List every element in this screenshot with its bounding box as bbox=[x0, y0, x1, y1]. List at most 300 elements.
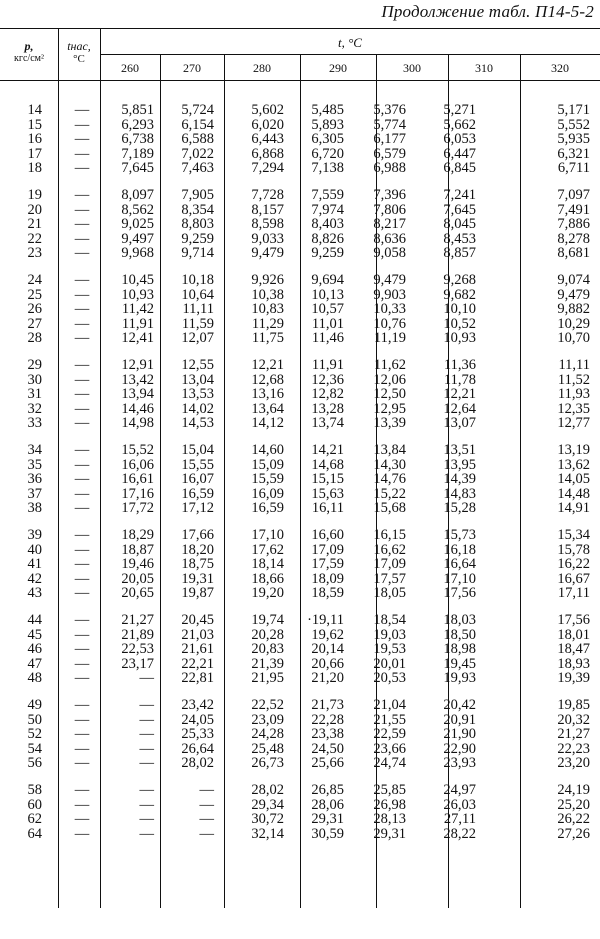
table-row bbox=[0, 628, 600, 643]
value-cell: 19,46 bbox=[121, 556, 154, 572]
pressure-cell: 24 bbox=[27, 272, 42, 288]
value-cell: 17,56 bbox=[557, 612, 590, 628]
pressure-cell: 31 bbox=[27, 386, 42, 402]
pressure-cell: 14 bbox=[27, 102, 42, 118]
saturation-temp-cell: — bbox=[74, 740, 90, 757]
pressure-cell: 30 bbox=[27, 371, 42, 388]
value-cell: 9,968 bbox=[121, 245, 154, 261]
value-cell: 8,598 bbox=[251, 216, 284, 232]
value-cell: 10,70 bbox=[557, 330, 590, 346]
value-cell: 10,93 bbox=[121, 286, 154, 303]
value-cell: 6,579 bbox=[373, 145, 406, 162]
value-cell: — bbox=[139, 726, 154, 742]
value-cell: 20,45 bbox=[181, 612, 214, 628]
value-cell: 21,27 bbox=[557, 726, 590, 742]
value-cell: 16,06 bbox=[121, 456, 154, 473]
value-cell: 11,75 bbox=[251, 330, 284, 346]
value-cell: 20,53 bbox=[373, 670, 406, 686]
row-group bbox=[0, 613, 600, 686]
value-cell: 19,87 bbox=[181, 585, 214, 601]
value-cell: 10,29 bbox=[557, 315, 590, 332]
value-cell: 7,645 bbox=[121, 160, 154, 176]
value-cell: 20,28 bbox=[251, 626, 284, 643]
value-cell: 5,271 bbox=[443, 102, 476, 118]
saturation-temp-cell: — bbox=[74, 796, 90, 813]
value-cell: 22,52 bbox=[251, 697, 284, 713]
value-cell: 14,48 bbox=[557, 485, 590, 502]
value-cell: 14,53 bbox=[181, 415, 214, 431]
value-cell: 12,36 bbox=[311, 371, 344, 388]
value-cell: 10,33 bbox=[373, 301, 406, 317]
pressure-cell: 44 bbox=[27, 612, 42, 628]
value-cell: 22,53 bbox=[121, 641, 154, 657]
row-group bbox=[0, 273, 600, 346]
value-cell: 13,39 bbox=[373, 415, 406, 431]
saturation-temp-cell: — bbox=[74, 641, 90, 657]
value-cell: 13,94 bbox=[121, 386, 154, 402]
value-cell: 6,305 bbox=[311, 131, 344, 147]
value-cell: — bbox=[139, 755, 154, 771]
value-cell: — bbox=[139, 811, 154, 827]
value-cell: 25,85 bbox=[373, 782, 406, 798]
value-cell: 16,62 bbox=[373, 541, 406, 558]
value-cell: 7,189 bbox=[121, 145, 154, 162]
value-cell: — bbox=[139, 782, 154, 798]
saturation-temp-header bbox=[58, 40, 100, 65]
value-cell: 9,259 bbox=[181, 230, 214, 247]
table-row bbox=[0, 472, 600, 487]
value-cell: 13,95 bbox=[443, 456, 476, 473]
table-row bbox=[0, 642, 600, 657]
pressure-cell: 38 bbox=[27, 500, 42, 516]
value-cell: 7,974 bbox=[311, 201, 344, 218]
value-cell: 15,09 bbox=[251, 456, 284, 473]
value-cell: ·19,11 bbox=[307, 612, 344, 628]
temp-col-header: 280 bbox=[253, 61, 271, 75]
value-cell: 10,38 bbox=[251, 286, 284, 303]
value-cell: 25,33 bbox=[181, 726, 214, 742]
table-row bbox=[0, 543, 600, 558]
temp-col-header: 300 bbox=[403, 61, 421, 75]
value-cell: 8,562 bbox=[121, 201, 154, 218]
value-cell: 30,72 bbox=[251, 811, 284, 827]
value-cell: 15,68 bbox=[373, 500, 406, 516]
value-cell: 15,04 bbox=[181, 442, 214, 458]
value-cell: 21,61 bbox=[181, 641, 214, 657]
value-cell: 21,20 bbox=[311, 670, 344, 686]
value-cell: 13,19 bbox=[557, 442, 590, 458]
pressure-cell: 40 bbox=[27, 541, 42, 558]
value-cell: — bbox=[139, 697, 154, 713]
saturation-temp-cell: — bbox=[74, 570, 90, 587]
value-cell: 6,293 bbox=[121, 116, 154, 133]
value-cell: 20,66 bbox=[311, 655, 344, 672]
table-row bbox=[0, 402, 600, 417]
value-cell: 12,07 bbox=[181, 330, 214, 346]
value-cell: 13,04 bbox=[181, 371, 214, 388]
row-group bbox=[0, 358, 600, 431]
value-cell: 16,15 bbox=[373, 527, 406, 543]
value-cell: 24,05 bbox=[181, 711, 214, 728]
table-row bbox=[0, 713, 600, 728]
value-cell: 19,31 bbox=[181, 570, 214, 587]
value-cell: 13,16 bbox=[251, 386, 284, 402]
value-cell: 17,57 bbox=[373, 570, 406, 587]
value-cell: 15,28 bbox=[443, 500, 476, 516]
saturation-temp-cell: — bbox=[74, 782, 90, 798]
saturation-temp-cell: — bbox=[74, 216, 90, 232]
value-cell: 5,171 bbox=[557, 102, 590, 118]
value-cell: 24,50 bbox=[311, 740, 344, 757]
value-cell: 28,02 bbox=[251, 782, 284, 798]
value-cell: 9,479 bbox=[251, 245, 284, 261]
value-cell: 16,11 bbox=[311, 500, 344, 516]
value-cell: 13,64 bbox=[251, 400, 284, 417]
value-cell: 9,926 bbox=[251, 272, 284, 288]
value-cell: 11,01 bbox=[311, 315, 344, 332]
value-cell: 7,806 bbox=[373, 201, 406, 218]
table-row bbox=[0, 487, 600, 502]
value-cell: 19,20 bbox=[251, 585, 284, 601]
value-cell: 14,02 bbox=[181, 400, 214, 417]
value-cell: 5,376 bbox=[373, 102, 406, 118]
value-cell: 12,35 bbox=[557, 400, 590, 417]
value-cell: 20,65 bbox=[121, 585, 154, 601]
value-cell: 25,66 bbox=[311, 755, 344, 771]
value-cell: 11,91 bbox=[121, 315, 154, 332]
value-cell: 9,497 bbox=[121, 230, 154, 247]
pressure-cell: 64 bbox=[27, 825, 42, 842]
table-row bbox=[0, 671, 600, 686]
saturation-temp-cell: — bbox=[74, 386, 90, 402]
value-cell: 19,93 bbox=[443, 670, 476, 686]
value-cell: 12,21 bbox=[443, 386, 476, 402]
pressure-cell: 48 bbox=[27, 670, 42, 686]
row-group bbox=[0, 528, 600, 601]
value-cell: 7,097 bbox=[557, 187, 590, 203]
value-cell: 18,54 bbox=[373, 612, 406, 628]
saturation-temp-cell: — bbox=[74, 711, 90, 728]
saturation-temp-cell: — bbox=[74, 442, 90, 458]
saturation-temp-cell: — bbox=[74, 726, 90, 742]
value-cell: 23,09 bbox=[251, 711, 284, 728]
table-row bbox=[0, 302, 600, 317]
row-group bbox=[0, 443, 600, 516]
value-cell: 29,31 bbox=[311, 811, 344, 827]
value-cell: 19,53 bbox=[373, 641, 406, 657]
pressure-cell: 56 bbox=[27, 755, 42, 771]
value-cell: 12,95 bbox=[373, 400, 406, 417]
value-cell: 6,154 bbox=[181, 116, 214, 133]
saturation-temp-cell: — bbox=[74, 415, 90, 431]
value-cell: 13,51 bbox=[443, 442, 476, 458]
value-cell: 15,63 bbox=[311, 485, 344, 502]
value-cell: 9,694 bbox=[311, 272, 344, 288]
value-cell: — bbox=[139, 670, 154, 686]
value-cell: 9,882 bbox=[557, 301, 590, 317]
value-cell: — bbox=[139, 711, 154, 728]
pressure-cell: 17 bbox=[27, 145, 42, 162]
pressure-cell: 45 bbox=[27, 626, 42, 643]
saturation-temp-cell: — bbox=[74, 357, 90, 373]
value-cell: 6,845 bbox=[443, 160, 476, 176]
saturation-temp-cell: — bbox=[74, 400, 90, 417]
value-cell: 11,46 bbox=[311, 330, 344, 346]
value-cell: 24,97 bbox=[443, 782, 476, 798]
value-cell: 18,98 bbox=[443, 641, 476, 657]
value-cell: 12,41 bbox=[121, 330, 154, 346]
value-cell: 26,85 bbox=[311, 782, 344, 798]
temp-col-header: 260 bbox=[121, 61, 139, 75]
value-cell: — bbox=[199, 796, 214, 813]
value-cell: 7,886 bbox=[557, 216, 590, 232]
pressure-cell: 20 bbox=[27, 201, 42, 218]
table-row bbox=[0, 161, 600, 176]
temp-col-header: 310 bbox=[475, 61, 493, 75]
saturation-temp-cell: — bbox=[74, 485, 90, 502]
saturation-temp-cell: — bbox=[74, 160, 90, 176]
value-cell: 6,020 bbox=[251, 116, 284, 133]
value-cell: 5,935 bbox=[557, 131, 590, 147]
value-cell: 11,29 bbox=[251, 315, 284, 332]
value-cell: 8,403 bbox=[311, 216, 344, 232]
value-cell: 24,19 bbox=[557, 782, 590, 798]
value-cell: 19,85 bbox=[557, 697, 590, 713]
value-cell: 12,77 bbox=[557, 415, 590, 431]
saturation-temp-cell: — bbox=[74, 500, 90, 516]
value-cell: 17,72 bbox=[121, 500, 154, 516]
value-cell: 13,84 bbox=[373, 442, 406, 458]
value-cell: 12,55 bbox=[181, 357, 214, 373]
value-cell: 7,294 bbox=[251, 160, 284, 176]
value-cell: 20,83 bbox=[251, 641, 284, 657]
value-cell: 12,21 bbox=[251, 357, 284, 373]
temperature-header: t, °C bbox=[338, 35, 362, 50]
saturation-temp-cell: — bbox=[74, 697, 90, 713]
saturation-temp-cell: — bbox=[74, 825, 90, 842]
value-cell: 5,485 bbox=[311, 102, 344, 118]
table-row bbox=[0, 387, 600, 402]
value-cell: 7,728 bbox=[251, 187, 284, 203]
value-cell: 14,12 bbox=[251, 415, 284, 431]
temp-col-header: 320 bbox=[551, 61, 569, 75]
value-cell: 11,42 bbox=[121, 301, 154, 317]
table-row bbox=[0, 288, 600, 303]
value-cell: 14,68 bbox=[311, 456, 344, 473]
value-cell: 21,39 bbox=[251, 655, 284, 672]
value-cell: 10,83 bbox=[251, 301, 284, 317]
table-row bbox=[0, 727, 600, 742]
value-cell: 20,01 bbox=[373, 655, 406, 672]
value-cell: 14,91 bbox=[557, 500, 590, 516]
value-cell: 9,479 bbox=[557, 286, 590, 303]
value-cell: 11,62 bbox=[373, 357, 406, 373]
value-cell: 25,48 bbox=[251, 740, 284, 757]
temp-col-header: 290 bbox=[329, 61, 347, 75]
value-cell: 18,47 bbox=[557, 641, 590, 657]
value-cell: 12,06 bbox=[373, 371, 406, 388]
value-cell: 17,16 bbox=[121, 485, 154, 502]
value-cell: 14,76 bbox=[373, 471, 406, 487]
saturation-temp-cell: — bbox=[74, 670, 90, 686]
value-cell: 10,76 bbox=[373, 315, 406, 332]
value-cell: 29,34 bbox=[251, 796, 284, 813]
table-row bbox=[0, 118, 600, 133]
table-row bbox=[0, 798, 600, 813]
value-cell: 29,31 bbox=[373, 825, 406, 842]
value-cell: 18,59 bbox=[311, 585, 344, 601]
value-cell: 24,74 bbox=[373, 755, 406, 771]
table-row bbox=[0, 812, 600, 827]
value-cell: 11,91 bbox=[311, 357, 344, 373]
table-row bbox=[0, 698, 600, 713]
value-cell: — bbox=[199, 811, 214, 827]
value-cell: 7,905 bbox=[181, 187, 214, 203]
value-cell: 21,55 bbox=[373, 711, 406, 728]
table-row bbox=[0, 331, 600, 346]
table-body bbox=[0, 103, 600, 854]
value-cell: 6,447 bbox=[443, 145, 476, 162]
saturation-temp-cell: — bbox=[74, 230, 90, 247]
pressure-cell: 29 bbox=[27, 357, 42, 373]
pressure-cell: 42 bbox=[27, 570, 42, 587]
value-cell: 15,73 bbox=[443, 527, 476, 543]
table-row bbox=[0, 132, 600, 147]
value-cell: 22,23 bbox=[557, 740, 590, 757]
value-cell: 17,09 bbox=[373, 556, 406, 572]
value-cell: 20,05 bbox=[121, 570, 154, 587]
table-row bbox=[0, 246, 600, 261]
value-cell: 20,91 bbox=[443, 711, 476, 728]
value-cell: 7,138 bbox=[311, 160, 344, 176]
table-row bbox=[0, 572, 600, 587]
value-cell: 9,903 bbox=[373, 286, 406, 303]
value-cell: 6,053 bbox=[443, 131, 476, 147]
value-cell: 7,396 bbox=[373, 187, 406, 203]
value-cell: 16,18 bbox=[443, 541, 476, 558]
value-cell: 18,20 bbox=[181, 541, 214, 558]
pressure-cell: 16 bbox=[27, 131, 42, 147]
value-cell: 12,64 bbox=[443, 400, 476, 417]
pressure-cell: 18 bbox=[27, 160, 42, 176]
value-cell: 9,479 bbox=[373, 272, 406, 288]
value-cell: — bbox=[139, 825, 154, 842]
value-cell: 18,66 bbox=[251, 570, 284, 587]
value-cell: 10,52 bbox=[443, 315, 476, 332]
value-cell: 11,19 bbox=[373, 330, 406, 346]
value-cell: 24,28 bbox=[251, 726, 284, 742]
temp-col-header: 270 bbox=[183, 61, 201, 75]
saturation-temp-cell: — bbox=[74, 116, 90, 133]
value-cell: 9,033 bbox=[251, 230, 284, 247]
value-cell: 23,17 bbox=[121, 655, 154, 672]
value-cell: 23,93 bbox=[443, 755, 476, 771]
pressure-cell: 25 bbox=[27, 286, 42, 303]
value-cell: 6,321 bbox=[557, 145, 590, 162]
value-cell: 5,851 bbox=[121, 102, 154, 118]
saturation-temp-cell: — bbox=[74, 655, 90, 672]
value-cell: 15,22 bbox=[373, 485, 406, 502]
value-cell: 19,62 bbox=[311, 626, 344, 643]
value-cell: 21,95 bbox=[251, 670, 284, 686]
table-row bbox=[0, 827, 600, 842]
saturation-temp-cell: — bbox=[74, 371, 90, 388]
value-cell: 23,20 bbox=[557, 755, 590, 771]
value-cell: 21,89 bbox=[121, 626, 154, 643]
value-cell: 10,18 bbox=[181, 272, 214, 288]
saturation-temp-cell: — bbox=[74, 330, 90, 346]
value-cell: 12,50 bbox=[373, 386, 406, 402]
value-cell: 5,724 bbox=[181, 102, 214, 118]
pressure-cell: 34 bbox=[27, 442, 42, 458]
table-row bbox=[0, 557, 600, 572]
table-row bbox=[0, 458, 600, 473]
value-cell: 19,45 bbox=[443, 655, 476, 672]
pressure-cell: 33 bbox=[27, 415, 42, 431]
pressure-cell: 39 bbox=[27, 527, 42, 543]
value-cell: 14,60 bbox=[251, 442, 284, 458]
value-cell: 14,05 bbox=[557, 471, 590, 487]
saturation-temp-label: tнас, bbox=[67, 39, 91, 53]
saturation-temp-cell: — bbox=[74, 301, 90, 317]
saturation-temp-cell: — bbox=[74, 541, 90, 558]
value-cell: 14,46 bbox=[121, 400, 154, 417]
saturation-temp-cell: — bbox=[74, 527, 90, 543]
value-cell: 16,64 bbox=[443, 556, 476, 572]
value-cell: 6,720 bbox=[311, 145, 344, 162]
table-caption: Продолжение табл. П14-5-2 bbox=[381, 2, 594, 21]
value-cell: 18,75 bbox=[181, 556, 214, 572]
value-cell: 8,826 bbox=[311, 230, 344, 247]
value-cell: 11,52 bbox=[557, 371, 590, 388]
saturation-temp-cell: — bbox=[74, 286, 90, 303]
table-row bbox=[0, 188, 600, 203]
value-cell: 11,93 bbox=[557, 386, 590, 402]
value-cell: 6,443 bbox=[251, 131, 284, 147]
value-cell: 26,64 bbox=[181, 740, 214, 757]
value-cell: 15,55 bbox=[181, 456, 214, 473]
value-cell: 11,11 bbox=[182, 301, 214, 317]
header-mid-rule bbox=[100, 54, 600, 55]
value-cell: 17,10 bbox=[251, 527, 284, 543]
pressure-cell: 21 bbox=[27, 216, 42, 232]
value-cell: 16,60 bbox=[311, 527, 344, 543]
table-row bbox=[0, 273, 600, 288]
saturation-temp-cell: — bbox=[74, 612, 90, 628]
value-cell: 18,01 bbox=[557, 626, 590, 643]
pressure-cell: 36 bbox=[27, 471, 42, 487]
pressure-cell: 52 bbox=[27, 726, 42, 742]
value-cell: 17,09 bbox=[311, 541, 344, 558]
pressure-cell: 47 bbox=[27, 655, 42, 672]
value-cell: 16,67 bbox=[557, 570, 590, 587]
pressure-cell: 19 bbox=[27, 187, 42, 203]
value-cell: 10,93 bbox=[443, 330, 476, 346]
value-cell: 23,38 bbox=[311, 726, 344, 742]
value-cell: 7,022 bbox=[181, 145, 214, 162]
value-cell: 10,10 bbox=[443, 301, 476, 317]
value-cell: 7,559 bbox=[311, 187, 344, 203]
value-cell: 14,39 bbox=[443, 471, 476, 487]
saturation-temp-cell: — bbox=[74, 272, 90, 288]
value-cell: 11,59 bbox=[181, 315, 214, 332]
value-cell: 11,36 bbox=[443, 357, 476, 373]
table-row bbox=[0, 528, 600, 543]
value-cell: 8,354 bbox=[181, 201, 214, 218]
header-top-rule bbox=[0, 28, 600, 29]
saturation-temp-cell: — bbox=[74, 811, 90, 827]
value-cell: 18,09 bbox=[311, 570, 344, 587]
